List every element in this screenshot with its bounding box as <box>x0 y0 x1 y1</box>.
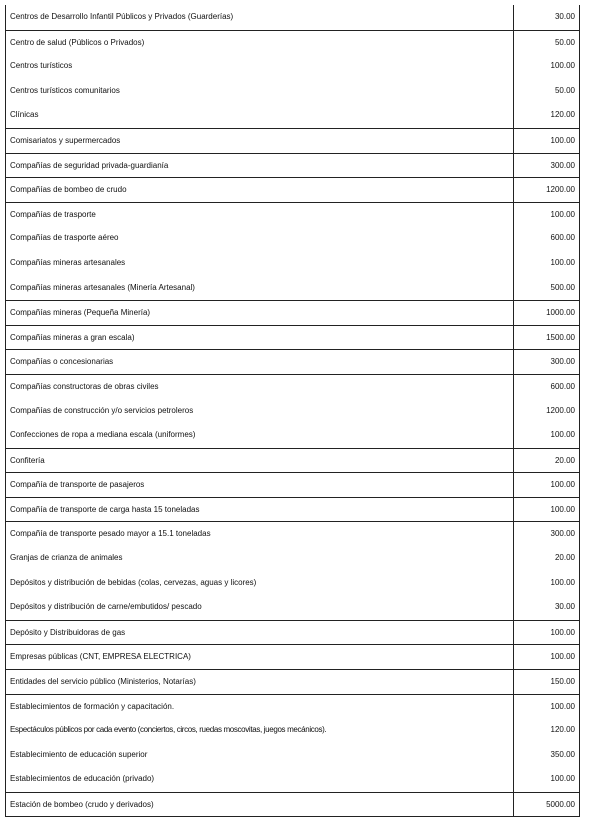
table-row <box>6 79 580 104</box>
table-row <box>6 669 580 694</box>
table-row <box>6 54 580 79</box>
row-value: 30.00 <box>514 595 580 620</box>
row-value: 100.00 <box>514 498 580 522</box>
row-description: Compañías mineras (Pequeña Minería) <box>6 301 514 325</box>
row-description: Compañías de bombeo de crudo <box>6 178 514 202</box>
row-value: 150.00 <box>514 670 580 694</box>
table-row <box>6 300 580 325</box>
table-row <box>6 718 580 743</box>
row-value: 20.00 <box>514 449 580 473</box>
row-description: Confitería <box>6 449 514 473</box>
table-row <box>6 423 580 448</box>
table-row <box>6 743 580 768</box>
row-description: Compañías de trasporte <box>6 203 514 227</box>
row-value: 100.00 <box>514 203 580 227</box>
table-row <box>6 546 580 571</box>
row-value: 1200.00 <box>514 399 580 424</box>
row-description: Compañías de trasporte aéreo <box>6 226 514 251</box>
row-value: 100.00 <box>514 695 580 719</box>
row-description: Centro de salud (Públicos o Privados) <box>6 31 514 55</box>
row-description: Confecciones de ropa a mediana escala (uniformes) <box>6 423 514 448</box>
row-description: Compañía de transporte pesado mayor a 15.1 toneladas <box>6 522 514 546</box>
row-value: 500.00 <box>514 276 580 301</box>
table-row <box>6 571 580 596</box>
table-row <box>6 448 580 473</box>
table-row <box>6 251 580 276</box>
row-value: 5000.00 <box>514 793 580 816</box>
row-description: Compañías mineras artesanales (Minería Artesanal) <box>6 276 514 301</box>
table-row <box>6 349 580 374</box>
row-description: Centros turísticos <box>6 54 514 79</box>
row-value: 120.00 <box>514 718 580 743</box>
row-value: 100.00 <box>514 473 580 497</box>
row-value: 100.00 <box>514 621 580 645</box>
row-description: Empresas públicas (CNT, EMPRESA ELECTRICA) <box>6 645 514 669</box>
row-value: 300.00 <box>514 522 580 546</box>
table-row <box>6 5 580 30</box>
table-row <box>6 694 580 719</box>
table-row <box>6 226 580 251</box>
row-value: 30.00 <box>514 5 580 30</box>
row-description: Clínicas <box>6 103 514 128</box>
table-row <box>6 325 580 350</box>
row-value: 100.00 <box>514 571 580 596</box>
row-description: Compañías de seguridad privada-guardianía <box>6 154 514 178</box>
row-value: 600.00 <box>514 226 580 251</box>
row-value: 300.00 <box>514 350 580 374</box>
row-value: 100.00 <box>514 129 580 153</box>
row-description: Compañía de transporte de pasajeros <box>6 473 514 497</box>
table-row <box>6 374 580 399</box>
table-row <box>6 595 580 620</box>
table-row <box>6 399 580 424</box>
row-description: Depósitos y distribución de bebidas (colas, cervezas, aguas y licores) <box>6 571 514 596</box>
table-row <box>6 521 580 546</box>
fee-table-page <box>5 5 579 817</box>
row-description: Compañías o concesionarias <box>6 350 514 374</box>
row-description: Compañías mineras a gran escala) <box>6 326 514 350</box>
fee-table <box>5 5 580 817</box>
row-description: Establecimientos de educación (privado) <box>6 767 514 792</box>
row-value: 1200.00 <box>514 178 580 202</box>
row-value: 50.00 <box>514 31 580 55</box>
row-value: 100.00 <box>514 767 580 792</box>
row-value: 100.00 <box>514 54 580 79</box>
table-row <box>6 103 580 128</box>
row-description: Establecimientos de formación y capacitación. <box>6 695 514 719</box>
row-value: 1000.00 <box>514 301 580 325</box>
row-value: 100.00 <box>514 251 580 276</box>
row-description: Compañía de transporte de carga hasta 15 toneladas <box>6 498 514 522</box>
table-row <box>6 30 580 55</box>
row-value: 120.00 <box>514 103 580 128</box>
table-row <box>6 128 580 153</box>
row-description: Compañías constructoras de obras civiles <box>6 375 514 399</box>
table-row <box>6 276 580 301</box>
row-value: 100.00 <box>514 645 580 669</box>
row-description: Entidades del servicio público (Ministerios, Notarías) <box>6 670 514 694</box>
row-value: 100.00 <box>514 423 580 448</box>
row-value: 50.00 <box>514 79 580 104</box>
table-row <box>6 620 580 645</box>
row-value: 350.00 <box>514 743 580 768</box>
table-row <box>6 177 580 202</box>
row-description: Compañías mineras artesanales <box>6 251 514 276</box>
table-row <box>6 202 580 227</box>
table-row <box>6 497 580 522</box>
table-row <box>6 153 580 178</box>
table-row <box>6 472 580 497</box>
row-description: Establecimiento de educación superior <box>6 743 514 768</box>
table-row <box>6 792 580 817</box>
row-description: Centros turísticos comunitarios <box>6 79 514 104</box>
row-description: Espectáculos públicos por cada evento (conciertos, circos, ruedas moscovitas, juegos mecánicos). <box>6 718 514 743</box>
row-description: Depósitos y distribución de carne/embutidos/ pescado <box>6 595 514 620</box>
row-description: Granjas de crianza de animales <box>6 546 514 571</box>
row-description: Compañías de construcción y/o servicios petroleros <box>6 399 514 424</box>
row-description: Comisariatos y supermercados <box>6 129 514 153</box>
row-value: 1500.00 <box>514 326 580 350</box>
row-description: Centros de Desarrollo Infantil Públicos y Privados (Guarderías) <box>6 5 514 30</box>
row-value: 600.00 <box>514 375 580 399</box>
row-value: 300.00 <box>514 154 580 178</box>
row-description: Estación de bombeo (crudo y derivados) <box>6 793 514 816</box>
row-description: Depósito y Distribuidoras de gas <box>6 621 514 645</box>
table-row <box>6 767 580 792</box>
row-value: 20.00 <box>514 546 580 571</box>
table-row <box>6 644 580 669</box>
